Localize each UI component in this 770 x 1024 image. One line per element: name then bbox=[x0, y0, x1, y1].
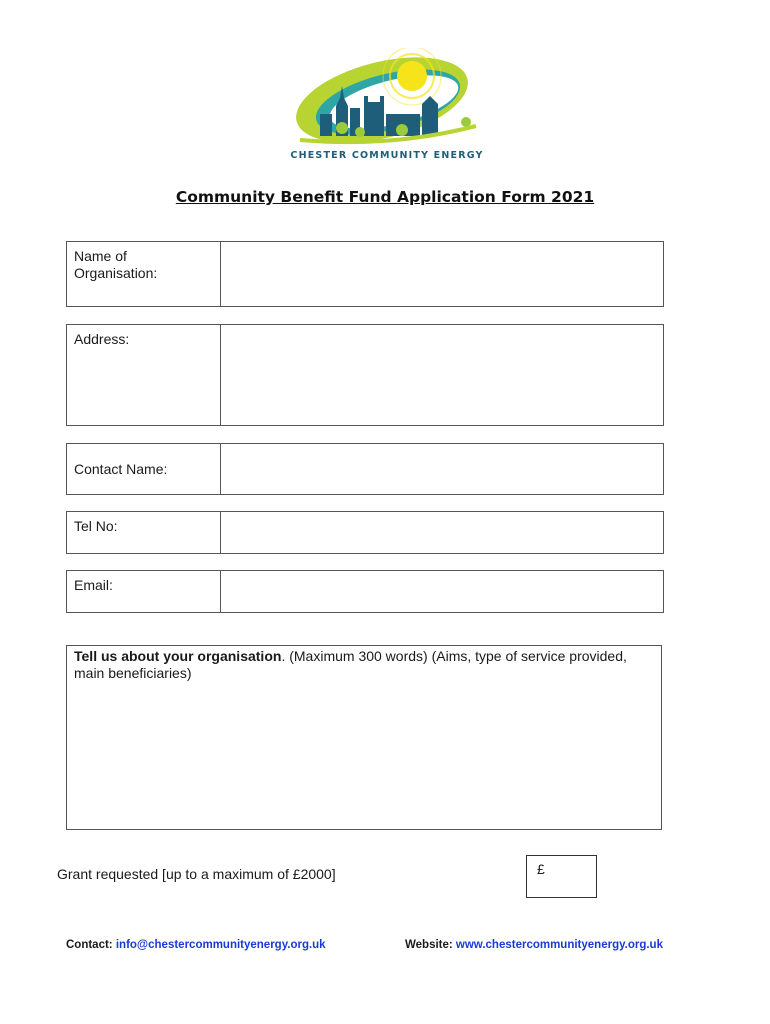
tel-label: Tel No: bbox=[67, 512, 221, 553]
about-organisation-heading: Tell us about your organisation bbox=[74, 648, 282, 664]
grant-requested-label: Grant requested [up to a maximum of £2000] bbox=[57, 866, 336, 882]
about-organisation-instructions: . (Maximum 300 words) (Aims, type of service provided, main beneficiaries) bbox=[74, 648, 627, 681]
email-input[interactable] bbox=[221, 571, 663, 612]
contact-email-link[interactable]: info@chestercommunityenergy.org.uk bbox=[115, 939, 326, 951]
tel-field bbox=[66, 511, 664, 554]
contact-label: Contact: bbox=[66, 939, 116, 951]
logo bbox=[290, 48, 490, 166]
logo-text: CHESTER COMMUNITY ENERGY bbox=[290, 150, 484, 161]
page-title: Community Benefit Fund Application Form 2021 bbox=[175, 188, 595, 206]
tel-input[interactable] bbox=[221, 512, 663, 553]
contact-name-input[interactable] bbox=[221, 444, 663, 494]
footer-website bbox=[405, 939, 663, 951]
contact-name-field bbox=[66, 443, 664, 495]
currency-symbol: £ bbox=[537, 861, 545, 877]
email-field bbox=[66, 570, 664, 613]
grant-amount-input[interactable] bbox=[526, 855, 597, 898]
contact-name-label: Contact Name: bbox=[67, 444, 221, 494]
organisation-name-input[interactable] bbox=[221, 242, 663, 306]
address-field bbox=[66, 324, 664, 426]
website-link[interactable]: www.chestercommunityenergy.org.uk bbox=[455, 939, 663, 951]
website-label: Website: bbox=[405, 939, 456, 951]
address-input[interactable] bbox=[221, 325, 663, 425]
email-label: Email: bbox=[67, 571, 221, 612]
footer-contact bbox=[66, 939, 326, 951]
organisation-name-label: Name of Organisation: bbox=[67, 242, 221, 306]
about-organisation-field[interactable] bbox=[66, 645, 662, 830]
organisation-name-field bbox=[66, 241, 664, 307]
address-label: Address: bbox=[67, 325, 221, 425]
